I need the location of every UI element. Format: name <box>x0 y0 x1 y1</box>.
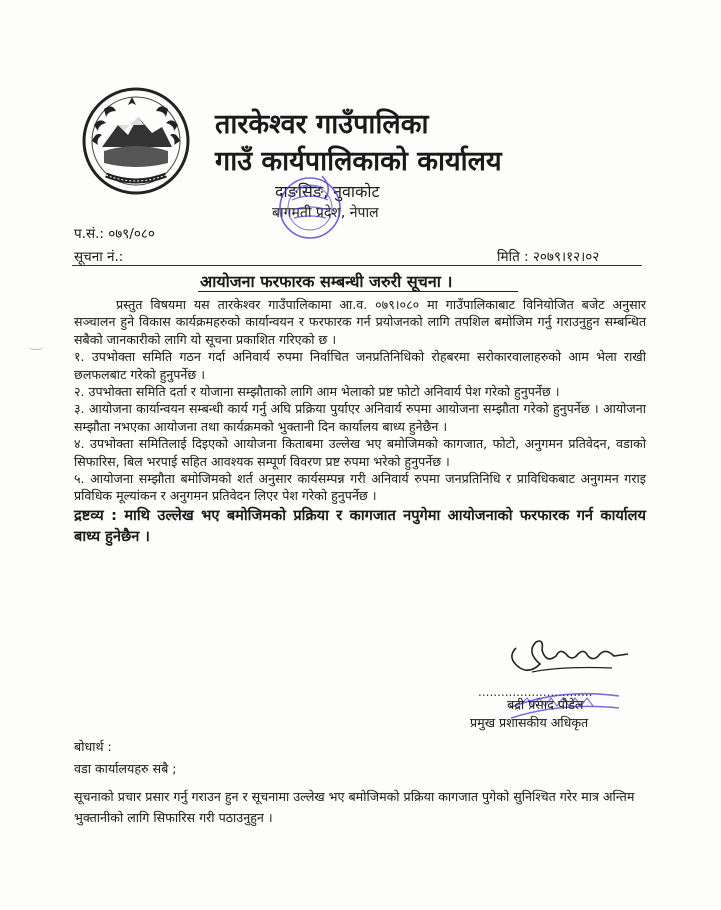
signatory-title: प्रमुख प्रशासकीय अधिकृत <box>470 715 589 730</box>
divider <box>72 265 642 266</box>
list-item: २. उपभोक्ता समिति दर्ता र योजाना सम्झौताको लागि आम भेलाको प्रष्ट फोटो अनिवार्य पेश गरेको हुनुपर्नेछ । <box>74 384 560 400</box>
office-name: गाउँ कार्यपालिकाको कार्यालय <box>215 146 502 177</box>
list-item: ४. उपभोक्ता समितिलाई दिइएको आयोजना किताबमा उल्लेख भए बमोजिमको कागजात, फोटो, अनुगमन प्रतिवेदन, वडाको सिफारिस, बिल भरपाई सहित आवश्यक सम्पूर्ण विवरण प्रष्ट रुपमा भरेको हुनुपर्नेछ । <box>74 436 646 469</box>
intro-paragraph: प्रस्तुत विषयमा यस तारकेश्वर गाउँपालिकामा आ.व. ०७९।०८० मा गाउँपालिकाबाट विनियोजित बजेट अनुसार सञ्चालन हुने विकास कार्यक्रमहरुको कार्यान्वयन र फरफारक गर्न प्रयोजनको लागि तपशिल बमोजिम गर्नु गराउनुहुन सम्बन्धित सबैको जानकारीको लागि यो सूचना प्रकाशित गरिएको छ । <box>74 297 646 347</box>
office-province: बागमती प्रदेश, नेपाल <box>272 205 379 221</box>
cc-heading: बोधार्थ : <box>74 739 112 754</box>
reference-number: प.सं.: ०७९/०८० <box>74 226 155 242</box>
office-address: दाङसिङ, नुवाकोट <box>275 182 380 201</box>
signatory-name: बद्री प्रसाद पौडेल <box>507 697 584 712</box>
signature <box>502 628 642 690</box>
note-paragraph: द्रष्टव्य : माथि उल्लेख भए बमोजिमको प्रक्रिया र कागजात नपुगेमा आयोजनाको फरफारक गर्न कार्यालय बाध्य हुनेछैन । <box>74 506 646 545</box>
scan-mark <box>28 343 44 350</box>
nepal-emblem-logo <box>80 85 192 197</box>
office-stamp-icon <box>262 170 372 246</box>
notice-body <box>74 296 646 547</box>
title-underline <box>198 291 518 292</box>
municipality-name: तारकेश्वर गाउँपालिका <box>215 109 429 140</box>
cc-instruction: सूचनाको प्रचार प्रसार गर्नु गराउन हुन र सूचनामा उल्लेख भए बमोजिमको प्रक्रिया कागजात पुगेको सुनिश्चित गरेर मात्र अन्तिम भुक्तानीको लागि सिफारिस गरी पठाउनुहुन । <box>74 789 635 825</box>
notice-date: मिति : २०७९।१२।०२ <box>497 249 600 265</box>
cc-recipient: वडा कार्यालयहरु सबै ; <box>74 761 177 776</box>
list-item: ५. आयोजना सम्झौता बमोजिमको शर्त अनुसार कार्यसम्पन्न गरी अनिवार्य रुपमा जनप्रतिनिधि र प्राविधिकबाट अनुगमन गराइ प्रविधिक मूल्यांकन र अनुगमन प्रतिवेदन लिएर पेश गरेको हुनुपर्नेछ । <box>74 471 646 504</box>
notice-number: सूचना नं.: <box>74 249 124 265</box>
list-item: ३. आयोजना कार्यान्वयन सम्बन्धी कार्य गर्नु अघि प्रक्रिया पुर्याएर अनिवार्य रुपमा आयोजना सम्झौता गरेको हुनुपर्नेछ । आयोजना सम्झौता नभएका आयोजना तथा कार्यक्रमको भुक्तानी दिन कार्यालय बाध्य हुनेछैन । <box>74 401 646 434</box>
notice-title: आयोजना फरफारक सम्बन्धी जरुरी सूचना । <box>200 272 453 291</box>
signature-line: .............................. <box>478 685 593 699</box>
list-item: १. उपभोक्ता समिति गठन गर्दा अनिवार्य रुपमा निर्वाचित जनप्रतिनिधिको रोहबरमा सरोकारवालाहरुको आम भेला राखी छलफलबाट गरेको हुनुपर्नेछ । <box>74 349 646 382</box>
